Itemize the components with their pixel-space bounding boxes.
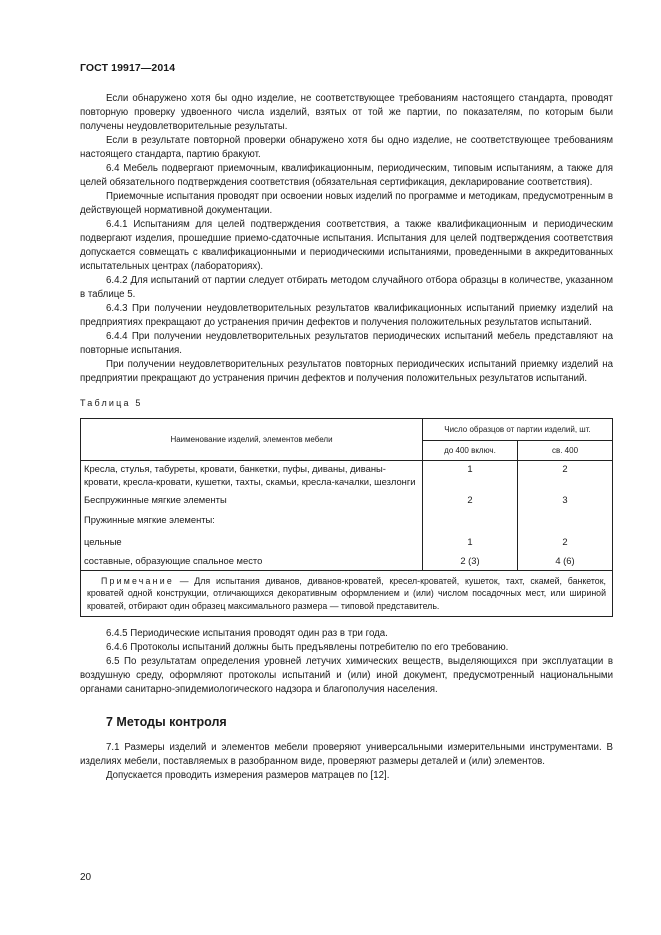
- section-heading: 7 Методы контроля: [106, 715, 227, 729]
- cell-value: 4 (6): [518, 550, 613, 570]
- column-header-name: Наименование изделий, элементов мебели: [81, 419, 423, 461]
- table-row: [81, 488, 613, 508]
- table-caption: Таблица 5: [80, 398, 143, 408]
- note-text: — Для испытания диванов, диванов-кроватей, кресел-кроватей, кушеток, тахт, скамей, банкеток, кроватей одной конструкции, отличающихся декоративным оформлением и (или) числом посадочных мест, или шириной кроватей, отбирают один образец максимального размера — типовой представитель.: [87, 575, 606, 611]
- paragraph: 6.4.1 Испытаниям для целей подтверждения соответствия, а также квалификационным и периодическим подвергают изделия, прошедшие приемо-сдаточные испытания. Испытания для целей подтверждения соответствия допускается совмещать с квалификационными и периодическими испытаниями, проведенными в аккредитованных испытательных центрах (лабораториях).: [80, 219, 613, 272]
- paragraph: 6.4.5 Периодические испытания проводят один раз в три года.: [106, 628, 388, 639]
- column-group-header: Число образцов от партии изделий, шт.: [423, 419, 613, 441]
- paragraph: 6.4.2 Для испытаний от партии следует отбирать методом случайного отбора образцы в количестве, указанном в таблице 5.: [80, 275, 613, 300]
- paragraph: 6.4.6 Протоколы испытаний должны быть предъявлены потребителю по его требованию.: [106, 642, 509, 653]
- paragraph: Приемочные испытания проводят при освоении новых изделий по программе и методикам, предусмотренным в действующей нормативной документации.: [80, 191, 613, 216]
- column-header-over-400: св. 400: [518, 441, 613, 461]
- cell-name: составные, образующие спальное место: [81, 550, 423, 570]
- note-label: Примечание: [101, 575, 174, 586]
- column-header-upto-400: до 400 включ.: [423, 441, 518, 461]
- cell-value: 2: [518, 461, 613, 489]
- cell-value: 2: [423, 488, 518, 508]
- cell-value: 1: [423, 530, 518, 550]
- cell-value: 2 (3): [423, 550, 518, 570]
- cell-name: Кресла, стулья, табуреты, кровати, банкетки, пуфы, диваны, диваны-кровати, кресла-кровати, кушетки, тахты, скамьи, кресла-качалки, шезлонги: [81, 461, 423, 489]
- cell-value: 1: [423, 461, 518, 489]
- document-header: ГОСТ 19917—2014: [80, 62, 176, 74]
- samples-table: [80, 418, 613, 617]
- cell-value: [423, 508, 518, 530]
- paragraph: 6.4.3 При получении неудовлетворительных результатов квалификационных испытаний приемку изделий на предприятиях прекращают до устранения причин дефектов и получения положительных результатов испытаний.: [80, 303, 613, 328]
- cell-value: [518, 508, 613, 530]
- table-row: [81, 508, 613, 530]
- cell-name: цельные: [81, 530, 423, 550]
- table-note-row: [81, 570, 613, 617]
- paragraph: Допускается проводить измерения размеров матрацев по [12].: [106, 770, 390, 781]
- paragraph: 6.4 Мебель подвергают приемочным, квалификационным, периодическим, типовым испытаниям, а также для целей обязательного подтверждения соответствия (обязательная сертификация, декларирование соответствия).: [80, 163, 613, 188]
- table-row: [81, 550, 613, 570]
- page-content: [80, 92, 613, 783]
- cell-name: Пружинные мягкие элементы:: [81, 508, 423, 530]
- table-note: [81, 570, 613, 617]
- cell-value: 2: [518, 530, 613, 550]
- paragraph: 6.4.4 При получении неудовлетворительных результатов периодических испытаний мебель представляют на повторные испытания.: [80, 331, 613, 356]
- paragraph: При получении неудовлетворительных результатов повторных периодических испытаний приемку изделий на предприятии прекращают до устранения причин дефектов и получения положительных результатов испытаний.: [80, 359, 613, 384]
- table-row: [81, 530, 613, 550]
- cell-value: 3: [518, 488, 613, 508]
- page-number: 20: [80, 872, 92, 883]
- paragraph: 7.1 Размеры изделий и элементов мебели проверяют универсальными измерительными инструментами. В изделиях мебели, поставляемых в разобранном виде, проверяют размеры деталей и (или) элементов.: [80, 742, 613, 767]
- cell-name: Беспружинные мягкие элементы: [81, 488, 423, 508]
- paragraph: 6.5 По результатам определения уровней летучих химических веществ, выделяющихся при эксплуатации в воздушную среду, оформляют протоколы испытаний и (или) иной документ, предусмотренный национальными органами санитарно-эпидемиологического надзора и благополучия населения.: [80, 656, 613, 695]
- paragraph: Если в результате повторной проверки обнаружено хотя бы одно изделие, не соответствующее требованиям настоящего стандарта, партию бракуют.: [80, 135, 613, 160]
- paragraph: Если обнаружено хотя бы одно изделие, не соответствующее требованиям настоящего стандарта, проводят повторную проверку удвоенного числа изделий, взятых от той же партии, по показателям, по которым были получены неудовлетворительные результаты.: [80, 93, 613, 132]
- table-row: [81, 461, 613, 489]
